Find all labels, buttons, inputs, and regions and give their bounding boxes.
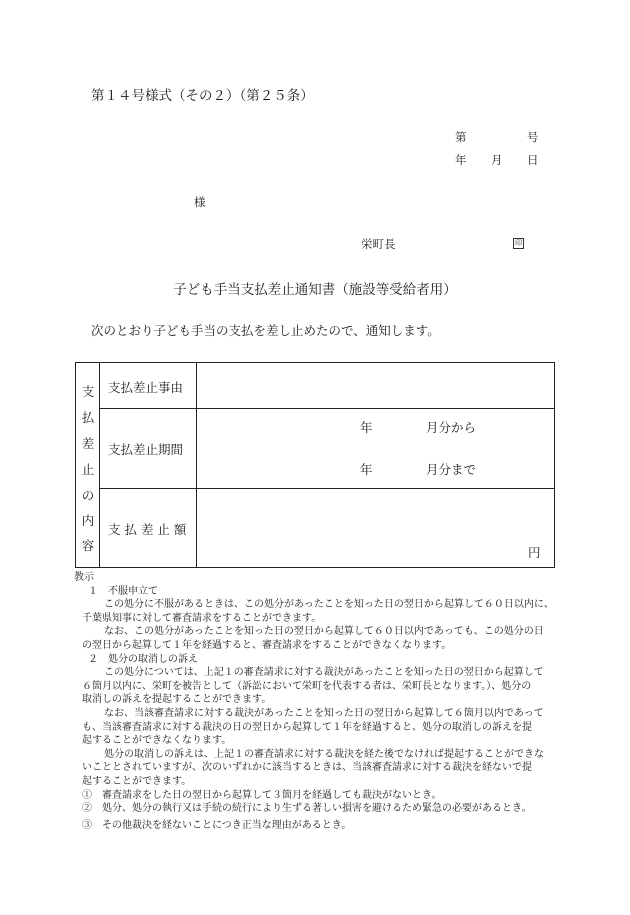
paragraph-line: いこととされていますが、次のいずれかに該当するときは、当該審査請求に対する裁決を経ないで提 — [82, 762, 532, 774]
paragraph-line: も、当該審査請求に対する裁決の日の翌日から起算して１年を経過すると、処分の取消しの訴えを提 — [82, 721, 532, 733]
paragraph-line: なお、この処分があったことを知った日の翌日から起算して６０日以内であっても、この処分の日 — [104, 626, 544, 638]
list-item: ② 処分、処分の執行又は手続の続行により生ずる著しい損害を避けるため緊急の必要があるとき。 — [82, 803, 532, 815]
seal-stamp: 印 — [515, 239, 522, 247]
column-divider — [196, 363, 197, 567]
side-label-char: の — [81, 488, 95, 503]
form-number: 第１４号様式（その２）（第２５条） — [91, 88, 314, 104]
period-label: 支払差止期間 — [108, 442, 184, 457]
instructions-heading: 教示 — [74, 572, 94, 583]
document-number-suffix: 号 — [527, 130, 539, 144]
suspension-details-table — [75, 362, 555, 568]
date-day: 日 — [527, 153, 539, 167]
side-label-char: 差 — [81, 436, 95, 451]
amount-unit: 円 — [528, 545, 541, 560]
issuer-name: 栄町長 — [361, 237, 396, 251]
paragraph-line: 取消しの訴えを提起することができます。 — [82, 694, 272, 706]
reason-label: 支払差止事由 — [108, 380, 184, 395]
section-title: ２ 処分の取消しの訴え — [88, 653, 198, 665]
row-divider — [100, 488, 554, 489]
side-label-char: 止 — [81, 462, 95, 477]
paragraph-line: 起することができなくなります。 — [82, 735, 232, 747]
date-month: 月 — [491, 153, 503, 167]
paragraph-line: 千葉県知事に対して審査請求をすることができます。 — [82, 612, 322, 624]
paragraph-line: この処分に不服があるときは、この処分があったことを知った日の翌日から起算して６０日以内に、 — [104, 599, 554, 611]
amount-label: 支 払 差 止 額 — [108, 522, 187, 537]
date-year: 年 — [455, 153, 467, 167]
side-label-column — [76, 363, 100, 567]
list-item: ① 審査請求をした日の翌日から起算して３箇月を経過しても裁決がないとき。 — [82, 789, 442, 801]
period-to-year: 年 — [360, 462, 373, 477]
row-divider — [100, 408, 554, 409]
section-title: １ 不服申立て — [88, 585, 158, 597]
lead-text: 次のとおり子ども手当の支払を差し止めたので、通知します。 — [91, 323, 440, 338]
document-number-prefix: 第 — [455, 130, 467, 144]
paragraph-line: 処分の取消しの訴えは、上記１の審査請求に対する裁決を経た後でなければ提起することができな — [104, 748, 544, 760]
side-label-char: 容 — [81, 538, 95, 553]
document-title: 子ども手当支払差止通知書（施設等受給者用） — [173, 282, 457, 298]
side-label-char: 内 — [81, 513, 95, 528]
period-from-month: 月分から — [426, 420, 477, 435]
addressee-suffix: 様 — [194, 195, 206, 209]
paragraph-line: この処分については、上記１の審査請求に対する裁決があったことを知った日の翌日から起算して — [104, 667, 544, 679]
paragraph-line: の翌日から起算して１年を経過すると、審査請求をすることができなくなります。 — [82, 639, 452, 651]
paragraph-line: ６箇月以内に、栄町を被告として（訴訟において栄町を代表する者は、栄町長となります。）、処分の — [82, 680, 532, 692]
paragraph-line: なお、当該審査請求に対する裁決があったことを知った日の翌日から起算して６箇月以内であって — [104, 707, 544, 719]
side-label-char: 払 — [81, 410, 95, 425]
side-label-char: 支 — [81, 384, 95, 399]
instructions-section — [72, 571, 562, 832]
period-from-year: 年 — [360, 420, 373, 435]
period-to-month: 月分まで — [426, 462, 477, 477]
list-item: ③ その他裁決を経ないことにつき正当な理由があるとき。 — [82, 819, 352, 831]
paragraph-line: 起することができます。 — [82, 775, 192, 787]
